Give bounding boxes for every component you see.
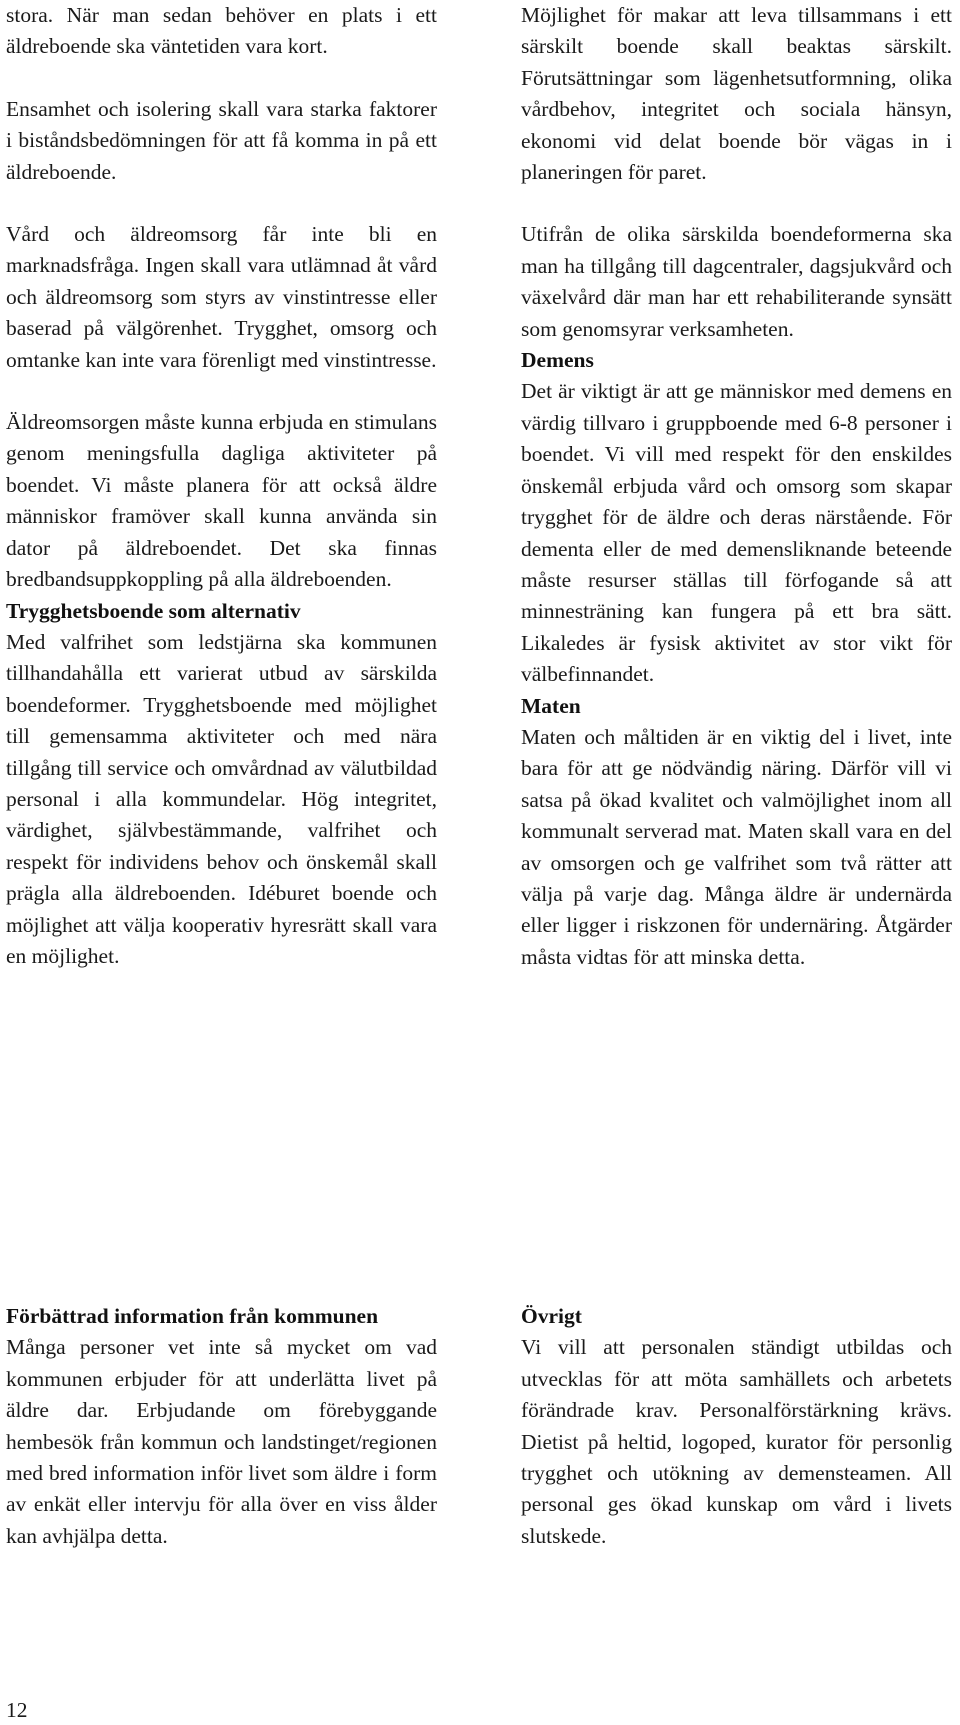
left-column-top	[6, 0, 437, 972]
right-column-bottom	[521, 1301, 952, 1552]
paragraph: Många personer vet inte så mycket om vad kommunen erbjuder för att underlätta livet på äldre dar. Erbjudande om förebyggande hembesök från kommun och landstinget/regionen med bred information inför livet som äldre i form av enkät eller intervju för alla över en viss ålder kan avhjälpa detta.	[6, 1335, 437, 1548]
section-heading: Trygghetsboende som alternativ	[6, 598, 301, 623]
section-heading: Övrigt	[521, 1304, 582, 1328]
paragraph: Det är viktigt är att ge människor med demens en värdig tillvaro i gruppboende med 6-8 personer i boendet. Vi vill med respekt för den enskildes önskemål erbjuda vård och omsorg som skapar trygghet för de äldre och deras närstående. För dementa eller de med demensliknande beteende måste resurser ställas till förfogande så att minnesträning kan fungera på ett bra sätt. Likaledes är fysisk aktivitet av stor vikt för välbefinnandet.	[521, 379, 952, 687]
paragraph: stora. När man sedan behöver en plats i ett äldreboende ska väntetiden vara kort.	[6, 3, 437, 59]
page-number: 12	[6, 1698, 28, 1722]
section-heading: Förbättrad information från kommunen	[6, 1304, 379, 1328]
paragraph: Vård och äldreomsorg får inte bli en marknadsfråga. Ingen skall vara utlämnad åt vård och äldreomsorg som styrs av vinstintresse eller baserad på välgörenhet. Trygghet, omsorg och omtanke kan inte vara förenligt med vinstintresse.	[6, 222, 437, 372]
paragraph: Ensamhet och isolering skall vara starka faktorer i biståndsbedömningen för att få komma in på ett äldreboende.	[6, 96, 437, 184]
paragraph: Utifrån de olika särskilda boendeformerna ska man ha tillgång till dagcentraler, dagsjukvård och växelvård där man har ett rehabiliterande synsätt som genomsyrar verksamheten.	[521, 222, 952, 341]
paragraph: Äldreomsorgen måste kunna erbjuda en stimulans genom meningsfulla dagliga aktiviteter på boendet. Vi måste planera för att också äldre människor framöver skall kunna använda sin dator på äldreboendet. Det ska finnas bredbandsuppkoppling på alla äldreboenden.	[6, 410, 437, 592]
section-heading: Maten	[521, 693, 581, 718]
left-column-bottom	[6, 1301, 437, 1552]
right-column-top	[521, 0, 952, 973]
section-heading: Demens	[521, 348, 594, 373]
paragraph: Möjlighet för makar att leva tillsammans i ett särskilt boende skall beaktas särskilt. Förutsättningar som lägenhetsutformning, olika vårdbehov, integritet och sociala hänsyn, ekonomi vid delat boende bör vägas in i planeringen för paret.	[521, 3, 952, 185]
paragraph: Vi vill att personalen ständigt utbildas och utvecklas för att möta samhällets och arbetets förändrade krav. Personalförstärkning krävs. Dietist på heltid, logoped, kurator för personlig trygghet och utökning av demensteamen. All personal ges ökad kunskap om vård i livets slutskede.	[521, 1335, 952, 1548]
paragraph: Med valfrihet som ledstjärna ska kommunen tillhandahålla ett varierat utbud av särskilda boendeformer. Trygghetsboende med möjlighet till gemensamma aktiviteter och med nära tillgång till service och omvårdnad av välutbildad personal i alla kommundelar. Hög integritet, värdighet, självbestämmande, valfrihet och respekt för individens behov och önskemål skall prägla alla äldreboenden. Idéburet boende och möjlighet att välja kooperativ hyresrätt skall vara en möjlighet.	[6, 629, 437, 968]
paragraph: Maten och måltiden är en viktig del i livet, inte bara för att ge nödvändig näring. Därför vill vi satsa på ökad kvalitet och valmöjlighet inom all kommunalt serverad mat. Maten skall vara en del av omsorgen och ge valfrihet som två rätter att välja på varje dag. Många äldre är undernärda eller ligger i riskzonen för undernäring. Åtgärder måsta vidtas för att minska detta.	[521, 724, 952, 969]
